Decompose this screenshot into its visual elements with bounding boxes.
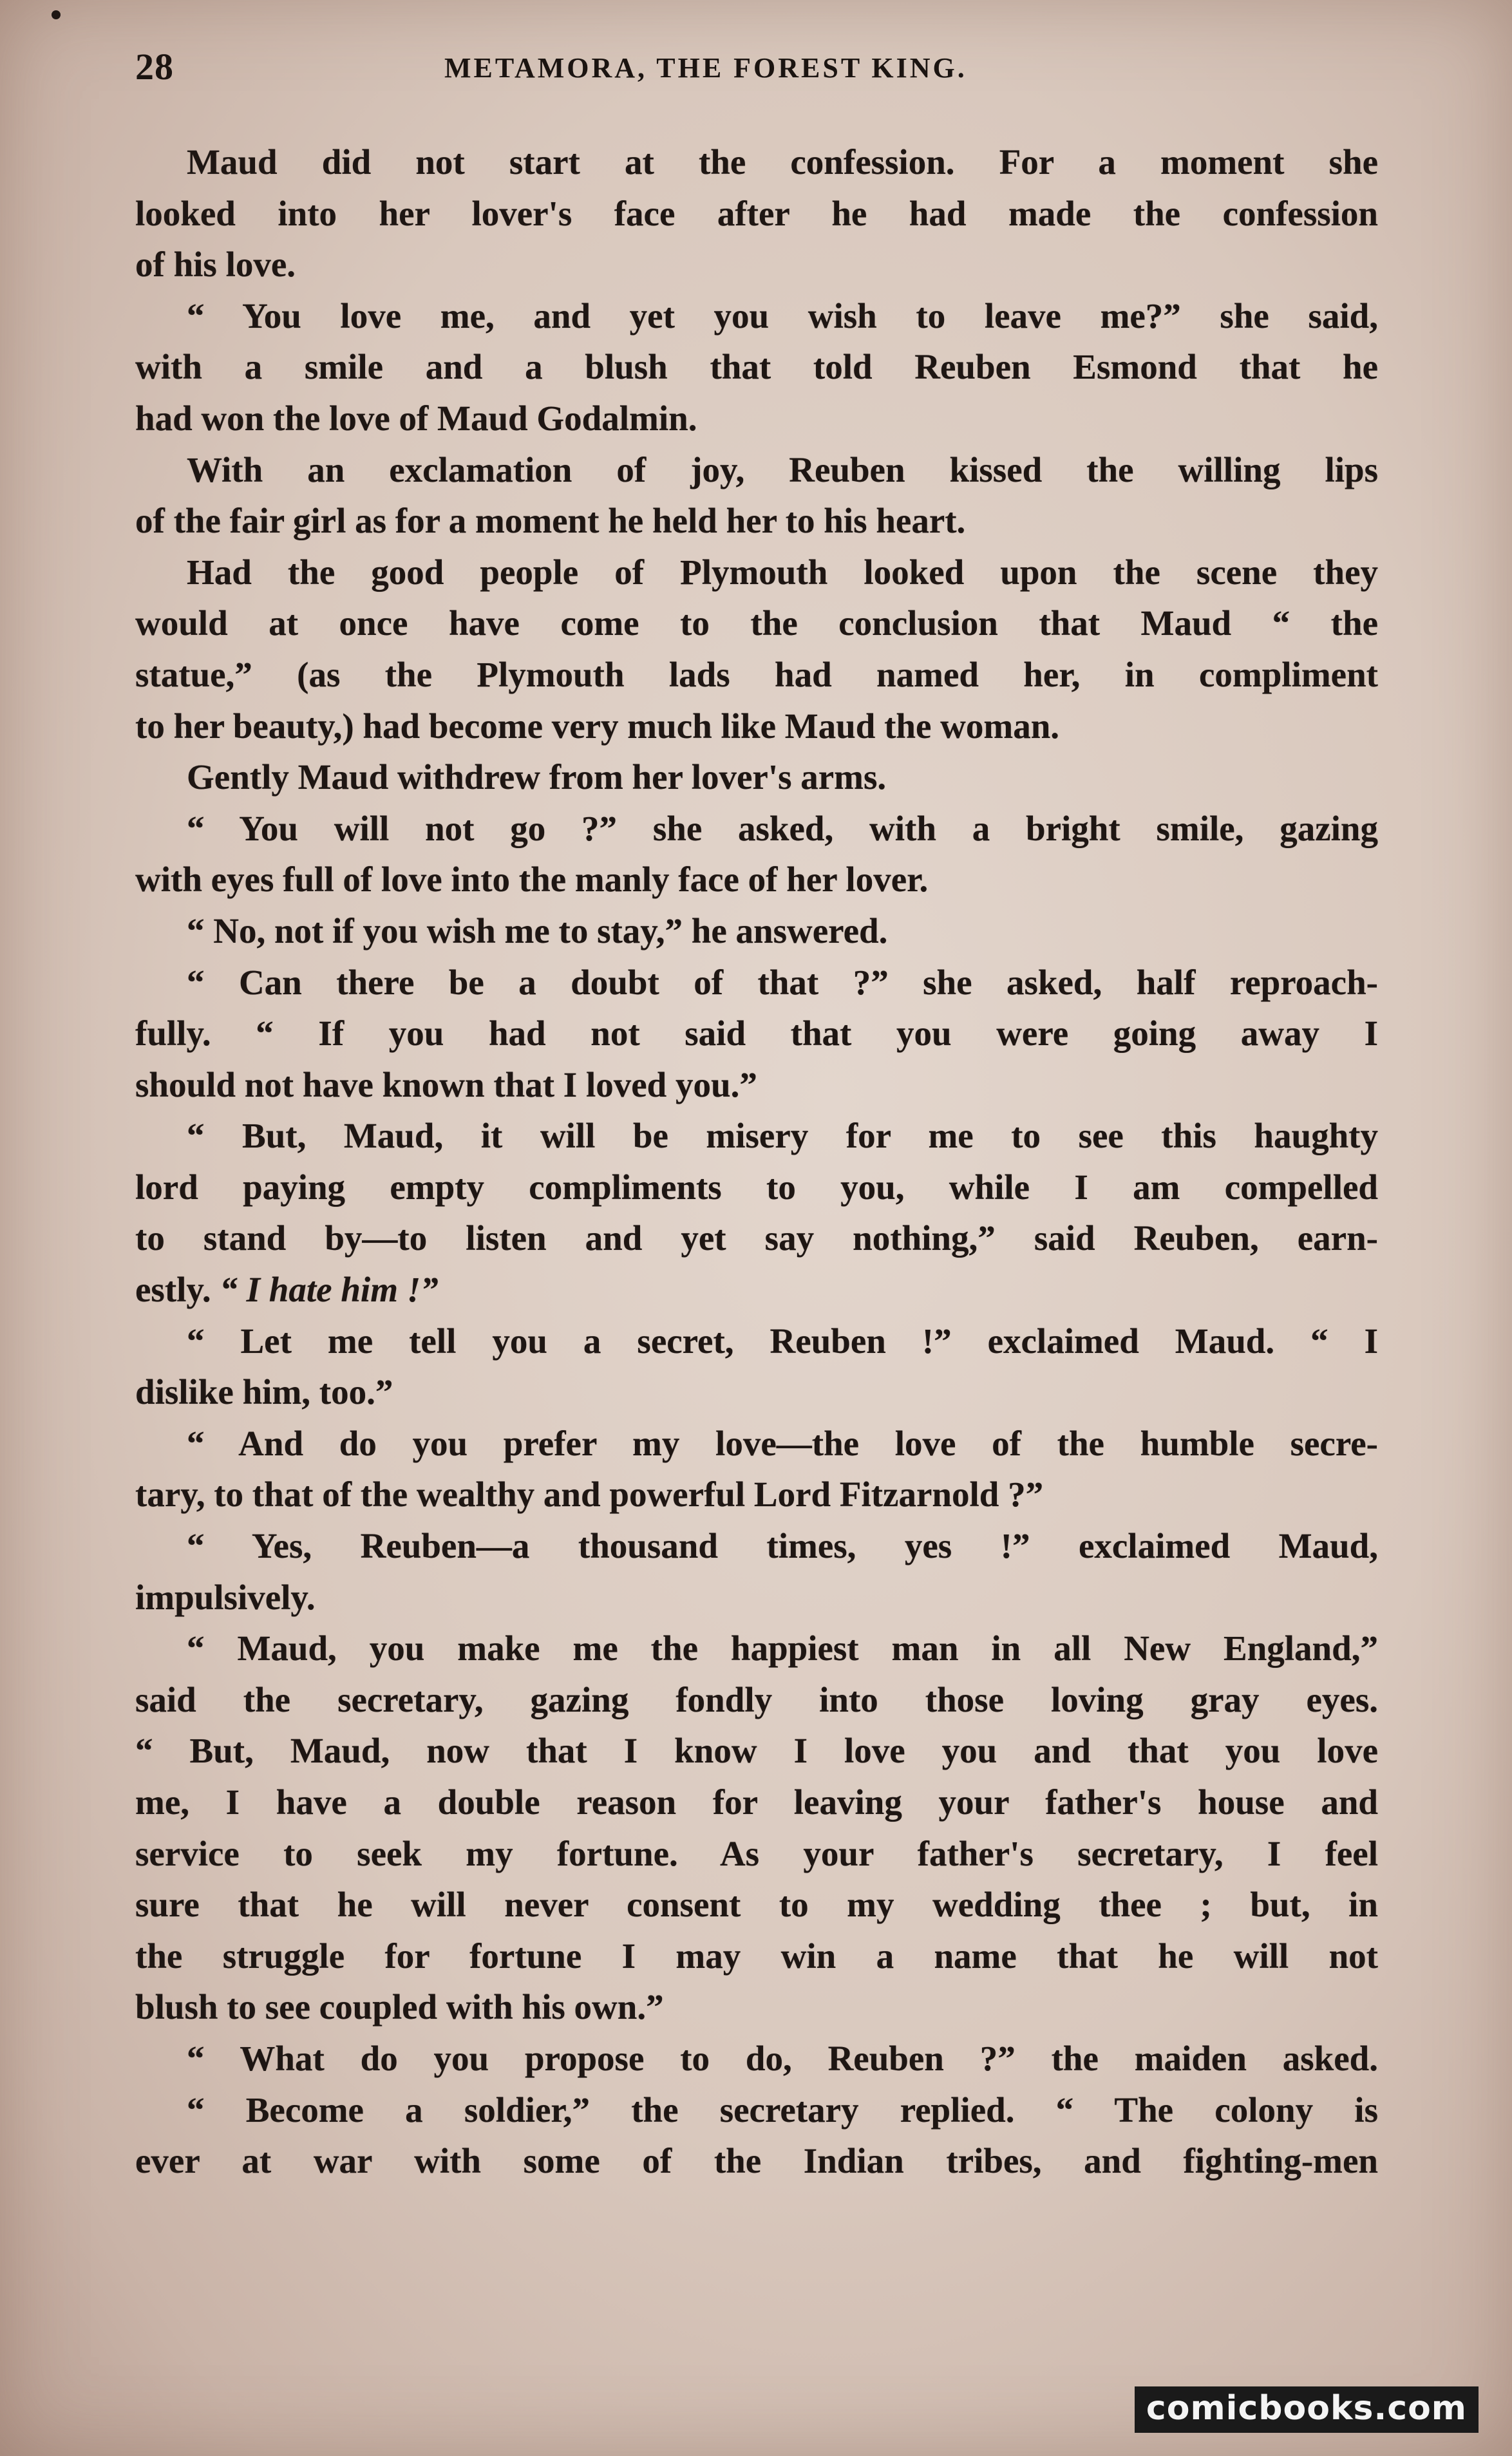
ink-speck [52, 10, 61, 19]
text-line: With an exclamation of joy, Reuben kissed the willing lips [187, 449, 1378, 489]
text-line: me, I have a double reason for leaving your father's house and [135, 1782, 1378, 1822]
watermark-logo: comicbooks.com [1135, 2386, 1479, 2433]
text-line: ever at war with some of the Indian tribes, and fighting-men [135, 2141, 1378, 2181]
page-number: 28 [135, 46, 174, 88]
text-line: tary, to that of the wealthy and powerful Lord Fitzarnold ?” [135, 1475, 1044, 1515]
text-line: “ You will not go ?” she asked, with a bright smile, gazing [187, 808, 1378, 848]
text-line: “ Yes, Reuben—a thousand times, yes !” exclaimed Maud, [187, 1526, 1378, 1566]
text-line: impulsively. [135, 1577, 316, 1617]
text-line: service to seek my fortune. As your father's secretary, I feel [135, 1833, 1378, 1873]
text-line: would at once have come to the conclusion that Maud “ the [135, 603, 1378, 643]
running-head [135, 45, 1378, 103]
text-line: lord paying empty compliments to you, while I am compelled [135, 1167, 1378, 1207]
text-line: looked into her lover's face after he had made the confession [135, 193, 1378, 233]
text-line: “ What do you propose to do, Reuben ?” the maiden asked. [187, 2038, 1378, 2078]
text-line: “ Become a soldier,” the secretary replied. “ The colony is [187, 2090, 1378, 2130]
text-line: statue,” (as the Plymouth lads had named her, in compliment [135, 654, 1378, 694]
running-head-title: METAMORA, THE FOREST KING. [444, 52, 967, 84]
text-line: said the secretary, gazing fondly into those loving gray eyes. [135, 1679, 1378, 1719]
text-line: to her beauty,) had become very much like Maud the woman. [135, 706, 1060, 746]
text-line: “ Maud, you make me the happiest man in all New England,” [187, 1629, 1378, 1668]
text-line: “ But, Maud, now that I know I love you and that you love [135, 1731, 1378, 1771]
text-line: fully. “ If you had not said that you were going away I [135, 1014, 1378, 1053]
text-line: had won the love of Maud Godalmin. [135, 398, 697, 438]
text-line: Had the good people of Plymouth looked upon the scene they [187, 552, 1378, 592]
text-line: Maud did not start at the confession. For a moment she [187, 142, 1378, 182]
body-text [135, 137, 1378, 2187]
text-line: the struggle for fortune I may win a name that he will not [135, 1936, 1378, 1976]
text-line: “ And do you prefer my love—the love of the humble secre- [187, 1423, 1378, 1463]
text-line: should not have known that I loved you.” [135, 1064, 757, 1104]
text-line: with eyes full of love into the manly face of her lover. [135, 860, 929, 900]
text-line: blush to see coupled with his own.” [135, 1987, 664, 2027]
text-line: estly. “ I hate him !” [135, 1270, 439, 1310]
text-line: “ You love me, and yet you wish to leave me?” she said, [187, 296, 1378, 335]
text-line: dislike him, too.” [135, 1372, 393, 1412]
text-line: “ But, Maud, it will be misery for me to see this haughty [187, 1116, 1378, 1156]
text-line: of his love. [135, 245, 296, 285]
text-line: with a smile and a blush that told Reuben Esmond that he [135, 347, 1378, 387]
text-line: “ Can there be a doubt of that ?” she asked, half reproach- [187, 962, 1378, 1002]
text-line: “ Let me tell you a secret, Reuben !” exclaimed Maud. “ I [187, 1321, 1378, 1361]
text-line: “ No, not if you wish me to stay,” he answered. [187, 911, 888, 950]
text-line: of the fair girl as for a moment he held her to his heart. [135, 501, 966, 541]
text-line: sure that he will never consent to my wedding thee ; but, in [135, 1885, 1378, 1925]
text-line: Gently Maud withdrew from her lover's arms. [187, 757, 887, 797]
text-line: to stand by—to listen and yet say nothing,” said Reuben, earn- [135, 1218, 1378, 1258]
